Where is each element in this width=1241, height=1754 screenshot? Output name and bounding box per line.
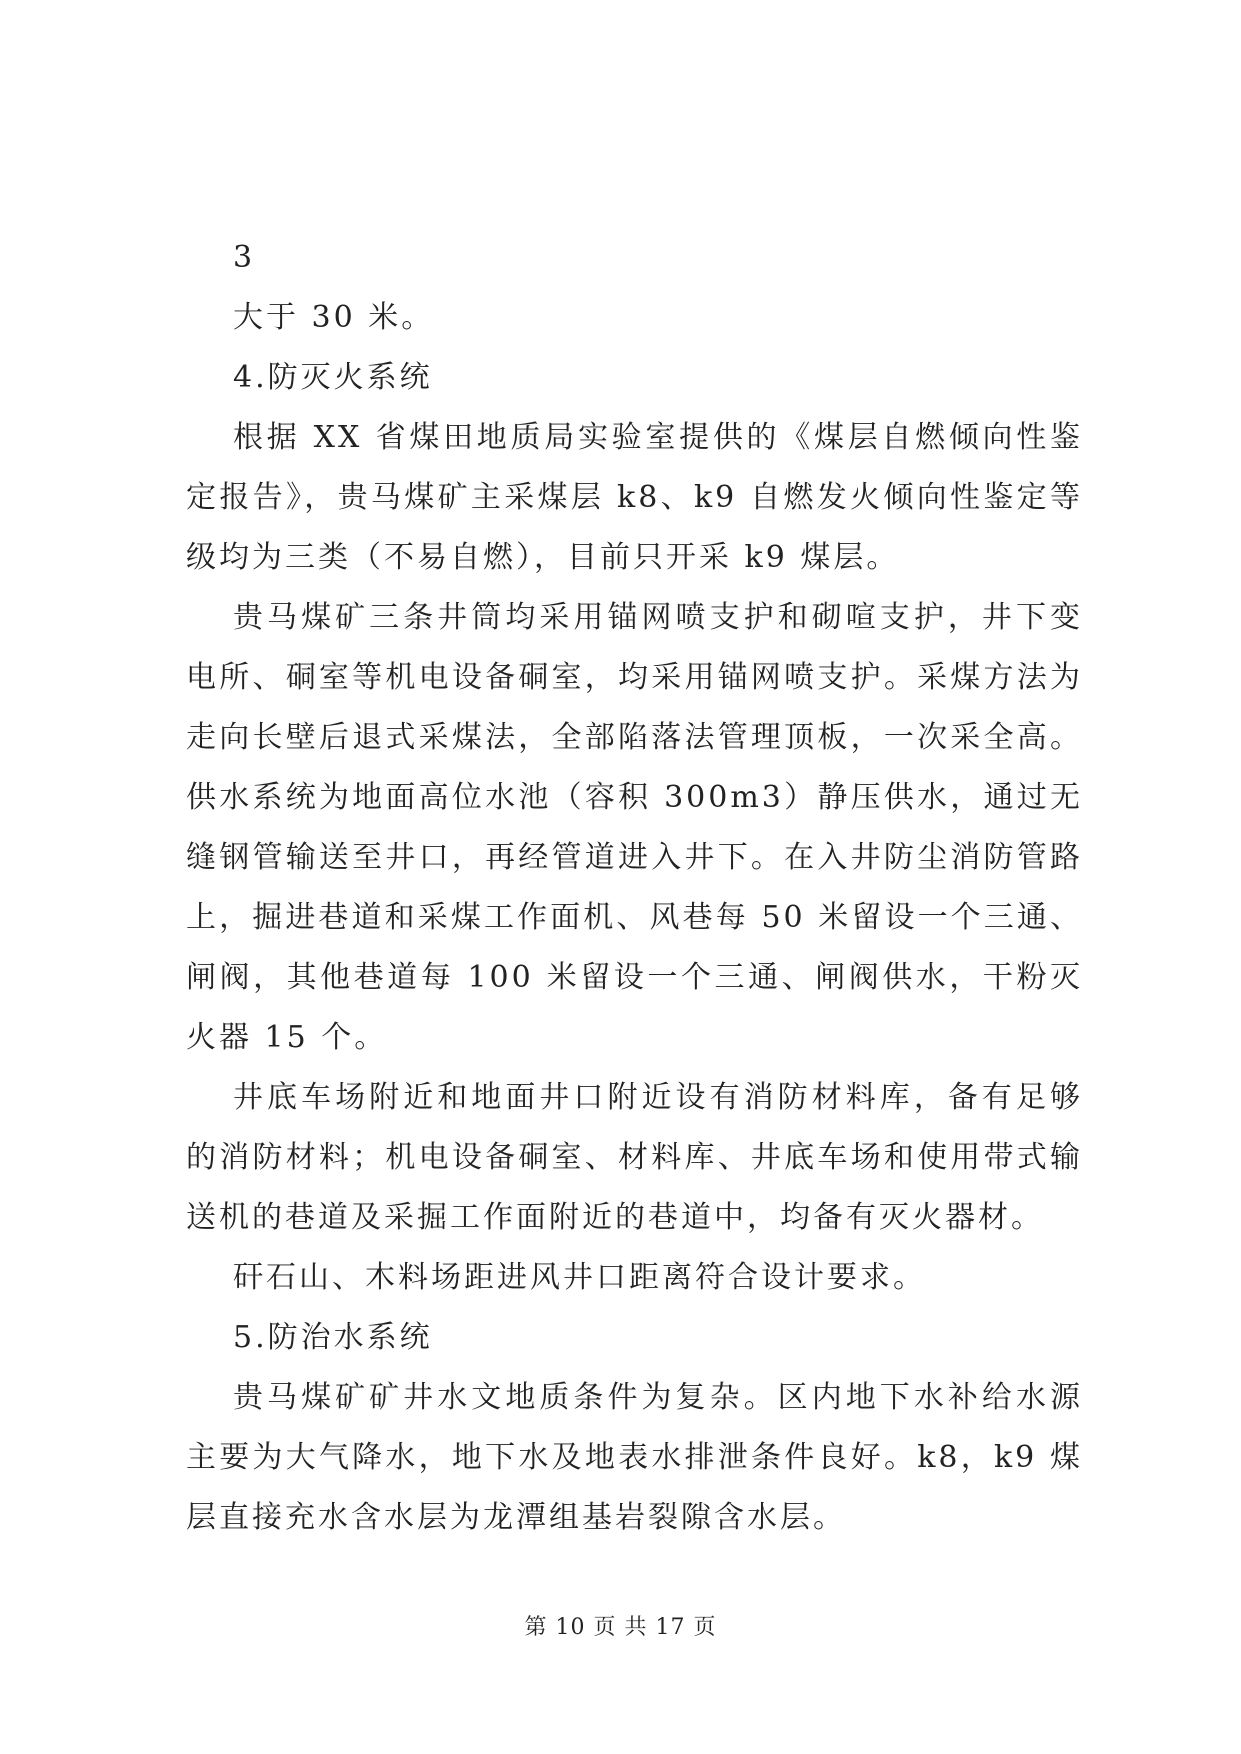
paragraph-number-fragment: 3 [233,240,256,275]
paragraph-hydrogeology: 贵马煤矿矿井水文地质条件为复杂。区内地下水补给水源主要为大气降水，地下水及地表水排泄条件良好。k8，k9 煤层直接充水含水层为龙潭组基岩裂隙含水层。 [186,1380,1083,1535]
paragraph-spoil-heap: 矸石山、木料场距进风井口距离符合设计要求。 [233,1260,926,1295]
section-heading-fire-prevention: 4.防灭火系统 [233,360,433,395]
paragraph-spontaneous-combustion: 根据 XX 省煤田地质局实验室提供的《煤层自燃倾向性鉴定报告》，贵马煤矿主采煤层 k8、k9 自燃发火倾向性鉴定等级均为三类（不易自燃），目前只开采 k9 煤层。 [186,420,1083,575]
section-heading-water-control: 5.防治水系统 [233,1320,433,1355]
page-number-footer: 第 10 页 共 17 页 [524,1615,717,1640]
paragraph-fire-materials: 井底车场附近和地面井口附近设有消防材料库，备有足够的消防材料；机电设备硐室、材料库、井底车场和使用带式输送机的巷道及采掘工作面附近的巷道中，均备有灭火器材。 [186,1080,1083,1235]
paragraph-distance: 大于 30 米。 [233,300,435,335]
document-body [186,228,1083,1548]
paragraph-support-and-water-supply: 贵马煤矿三条井筒均采用锚网喷支护和砌喧支护，井下变电所、硐室等机电设备硐室，均采用锚网喷支护。采煤方法为走向长壁后退式采煤法，全部陷落法管理顶板，一次采全高。供水系统为地面高位水池（容积 300m3）静压供水，通过无缝钢管输送至井口，再经管道进入井下。在入井防尘消防管路上，掘进巷道和采煤工作面机、风巷每 50 米留设一个三通、闸阀，其他巷道每 100 米留设一个三通、闸阀供水，干粉灭火器 15 个。 [186,600,1083,1055]
